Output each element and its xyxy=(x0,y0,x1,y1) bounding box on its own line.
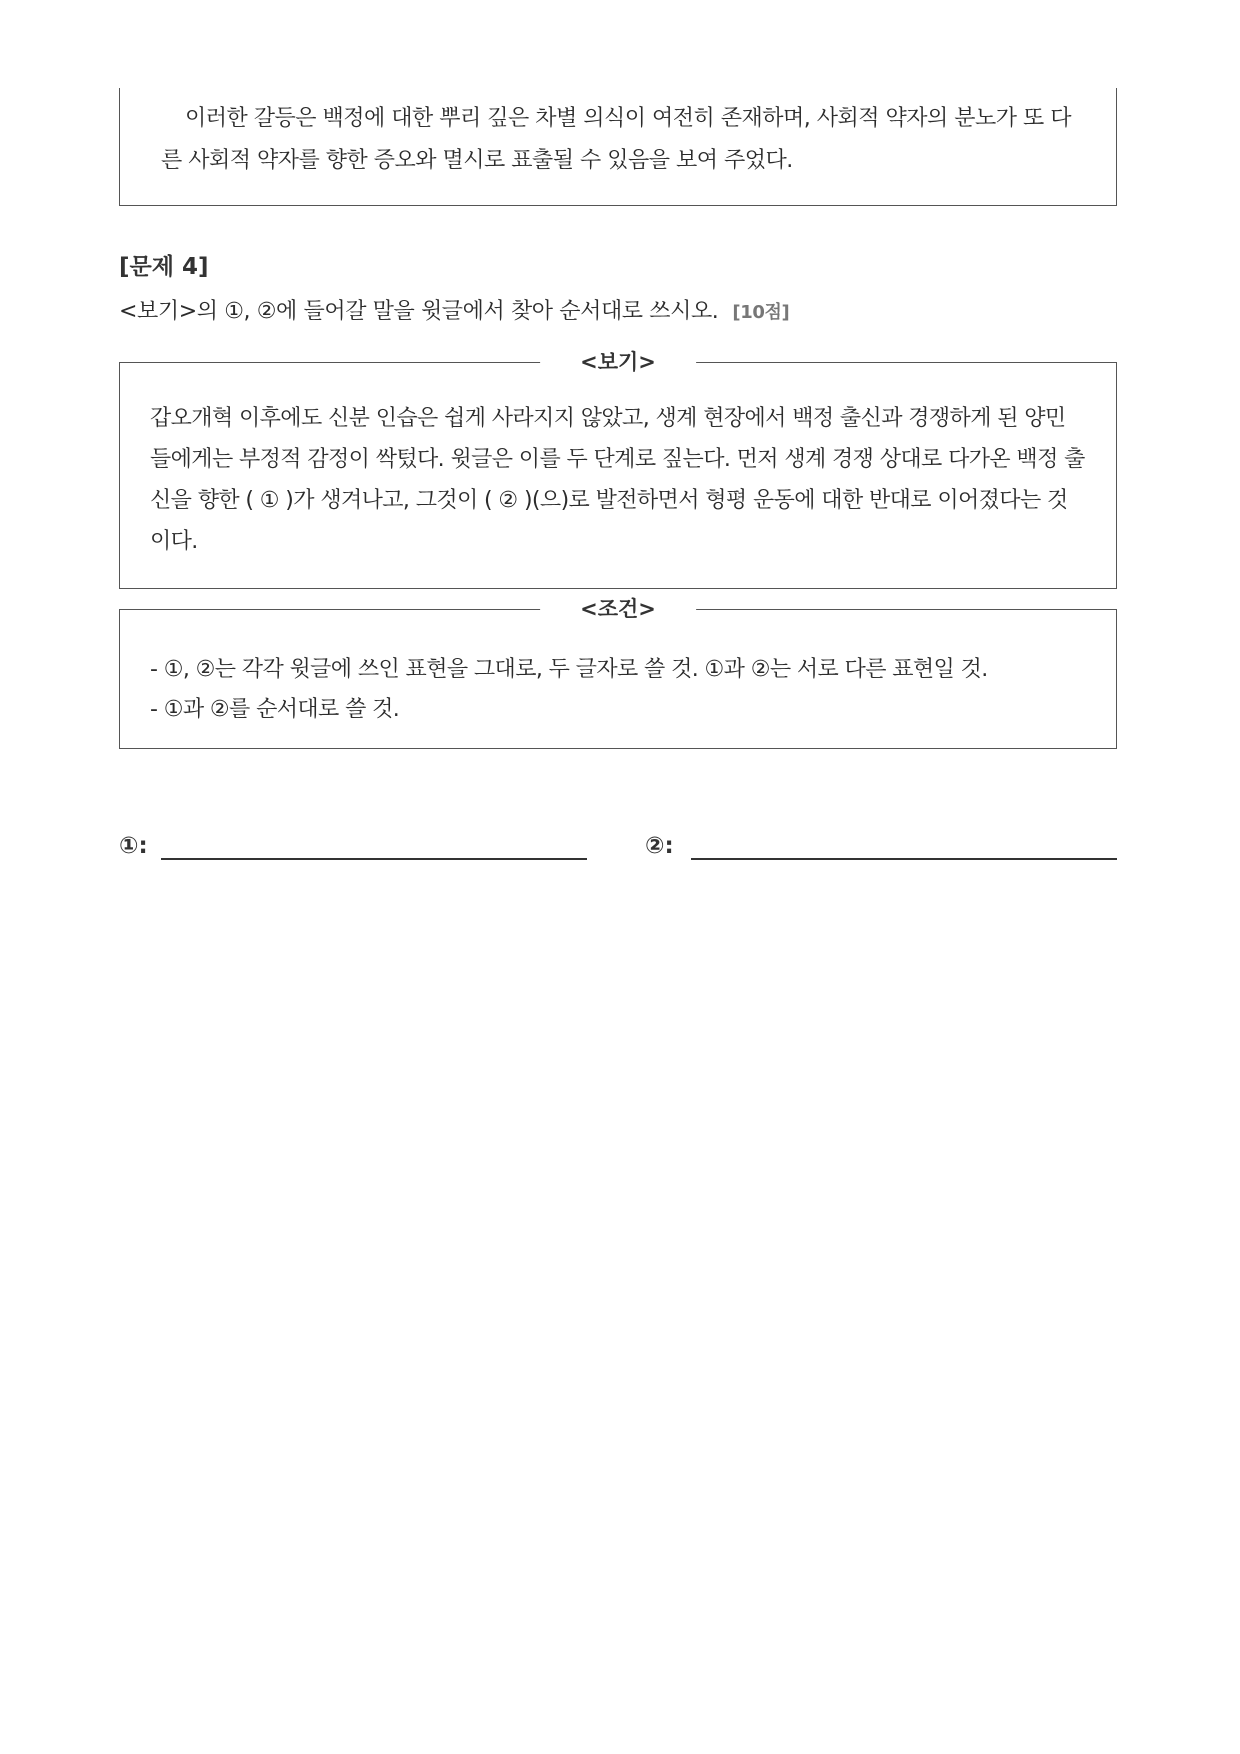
question-instruction-text: <보기>의 ①, ②에 들어갈 말을 윗글에서 찾아 순서대로 쓰시오. xyxy=(119,299,719,324)
bogi-box xyxy=(119,350,1117,589)
bogi-label: <보기> xyxy=(540,347,696,377)
conditions-box xyxy=(119,597,1117,749)
answer-row xyxy=(119,833,1117,873)
answer-label-1: ①: xyxy=(119,833,148,859)
question-title: [문제 4] xyxy=(119,254,209,280)
condition-item: - ①과 ②를 순서대로 쓸 것. xyxy=(150,697,400,722)
answer-label-2: ②: xyxy=(645,833,674,859)
conditions-label: <조건> xyxy=(540,594,696,624)
conditions-list xyxy=(150,650,988,730)
condition-item: - ①, ②는 각각 윗글에 쓰인 표현을 그대로, 두 글자로 쓸 것. ①과 ②는 서로 다른 표현일 것. xyxy=(150,657,988,682)
passage-text: 이러한 갈등은 백정에 대한 뿌리 깊은 차별 의식이 여전히 존재하며, 사회적 약자의 분노가 또 다른 사회적 약자를 향한 증오와 멸시로 표출될 수 있음을 보여 주었다. xyxy=(161,106,1071,173)
question-instruction xyxy=(119,294,789,325)
answer-line-1[interactable] xyxy=(161,858,587,860)
answer-line-2[interactable] xyxy=(691,858,1117,860)
question-points: [10점] xyxy=(732,302,790,323)
passage-box xyxy=(119,88,1117,206)
bogi-text: 갑오개혁 이후에도 신분 인습은 쉽게 사라지지 않았고, 생계 현장에서 백정 출신과 경쟁하게 된 양민들에게는 부정적 감정이 싹텄다. 윗글은 이를 두 단계로 짚는다. 먼저 생계 경쟁 상대로 다가온 백정 출신을 향한 ( ① )가 생겨나고, 그것이 ( ② )(으)로 발전하면서 형평 운동에 대한 반대로 이어졌다는 것이다. xyxy=(150,406,1085,554)
